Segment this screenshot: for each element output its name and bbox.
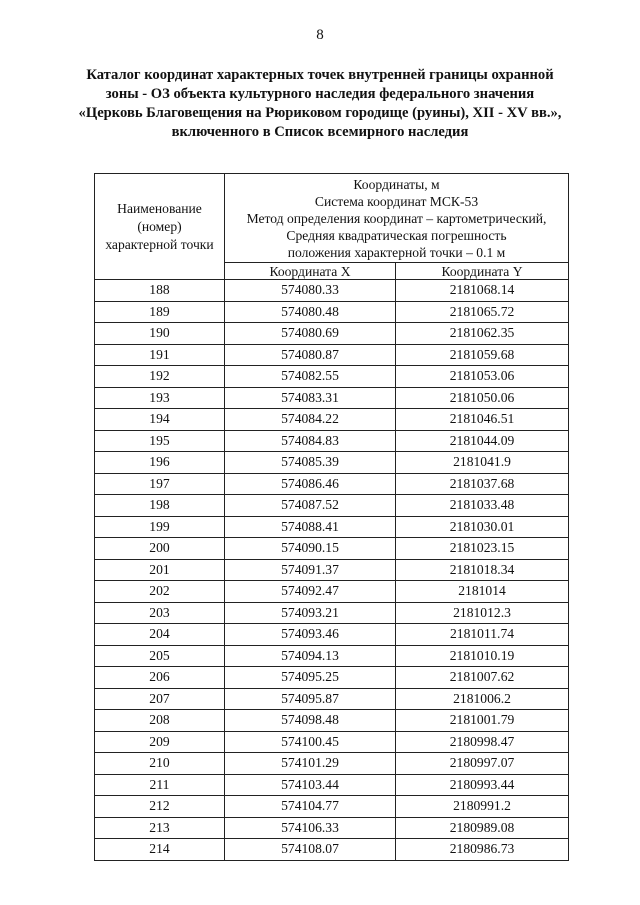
point-number-cell: 206 xyxy=(95,667,225,689)
coordinate-x-cell: 574104.77 xyxy=(225,796,396,818)
coordinate-y-cell: 2181037.68 xyxy=(396,473,569,495)
coordinate-x-cell: 574080.87 xyxy=(225,344,396,366)
point-number-cell: 199 xyxy=(95,516,225,538)
coordinates-table xyxy=(94,173,569,861)
header-line: Система координат МСК-53 xyxy=(314,193,479,209)
coordinate-x-cell: 574093.46 xyxy=(225,624,396,646)
coordinate-x-cell: 574101.29 xyxy=(225,753,396,775)
table-row xyxy=(95,387,569,409)
coordinate-y-cell: 2181011.74 xyxy=(396,624,569,646)
point-number-cell: 204 xyxy=(95,624,225,646)
table-row xyxy=(95,495,569,517)
point-number-cell: 213 xyxy=(95,817,225,839)
coordinate-y-cell: 2181018.34 xyxy=(396,559,569,581)
table-row xyxy=(95,796,569,818)
coordinate-y-cell: 2180991.2 xyxy=(396,796,569,818)
point-number-cell: 208 xyxy=(95,710,225,732)
coordinate-x-cell: 574103.44 xyxy=(225,774,396,796)
coordinate-y-cell: 2181041.9 xyxy=(396,452,569,474)
point-number-cell: 189 xyxy=(95,301,225,323)
coordinate-x-cell: 574108.07 xyxy=(225,839,396,861)
table-row xyxy=(95,409,569,431)
coordinate-y-cell: 2181050.06 xyxy=(396,387,569,409)
table-row xyxy=(95,581,569,603)
point-number-cell: 214 xyxy=(95,839,225,861)
coordinate-x-cell: 574080.33 xyxy=(225,280,396,302)
coordinate-x-cell: 574106.33 xyxy=(225,817,396,839)
point-number-cell: 193 xyxy=(95,387,225,409)
coordinate-y-cell: 2181044.09 xyxy=(396,430,569,452)
table-row xyxy=(95,430,569,452)
coordinate-x-cell: 574082.55 xyxy=(225,366,396,388)
header-line: Наименование xyxy=(117,200,202,216)
coordinate-y-header: Координата Y xyxy=(396,263,569,280)
coordinates-header xyxy=(225,174,569,263)
coordinate-x-cell: 574090.15 xyxy=(225,538,396,560)
point-number-cell: 207 xyxy=(95,688,225,710)
coordinate-x-cell: 574100.45 xyxy=(225,731,396,753)
coordinate-y-cell: 2181068.14 xyxy=(396,280,569,302)
header-line: Координаты, м xyxy=(353,176,440,192)
table-row xyxy=(95,559,569,581)
point-number-cell: 210 xyxy=(95,753,225,775)
coordinate-y-cell: 2180986.73 xyxy=(396,839,569,861)
coordinate-y-cell: 2181012.3 xyxy=(396,602,569,624)
table-row xyxy=(95,323,569,345)
table-row xyxy=(95,710,569,732)
table-row xyxy=(95,753,569,775)
point-name-header xyxy=(95,174,225,280)
point-number-cell: 197 xyxy=(95,473,225,495)
coordinate-y-cell: 2181065.72 xyxy=(396,301,569,323)
table-row xyxy=(95,344,569,366)
title-line: включенного в Список всемирного наследия xyxy=(171,124,469,140)
coordinate-y-cell: 2181059.68 xyxy=(396,344,569,366)
coordinate-x-cell: 574084.83 xyxy=(225,430,396,452)
coordinate-x-cell: 574095.87 xyxy=(225,688,396,710)
coordinate-x-cell: 574084.22 xyxy=(225,409,396,431)
coordinate-y-cell: 2180998.47 xyxy=(396,731,569,753)
coordinate-y-cell: 2180989.08 xyxy=(396,817,569,839)
table-row xyxy=(95,452,569,474)
point-number-cell: 191 xyxy=(95,344,225,366)
coordinate-x-cell: 574087.52 xyxy=(225,495,396,517)
point-number-cell: 190 xyxy=(95,323,225,345)
point-number-cell: 198 xyxy=(95,495,225,517)
coordinate-y-cell: 2181010.19 xyxy=(396,645,569,667)
coordinate-y-cell: 2181030.01 xyxy=(396,516,569,538)
coordinate-y-cell: 2181007.62 xyxy=(396,667,569,689)
coordinate-x-cell: 574080.69 xyxy=(225,323,396,345)
point-number-cell: 203 xyxy=(95,602,225,624)
table-row xyxy=(95,301,569,323)
point-number-cell: 211 xyxy=(95,774,225,796)
header-line: (номер) xyxy=(137,218,182,234)
coordinate-x-cell: 574093.21 xyxy=(225,602,396,624)
table-row xyxy=(95,366,569,388)
point-number-cell: 194 xyxy=(95,409,225,431)
point-number-cell: 192 xyxy=(95,366,225,388)
table-row xyxy=(95,602,569,624)
point-number-cell: 200 xyxy=(95,538,225,560)
coordinate-x-cell: 574091.37 xyxy=(225,559,396,581)
table-row xyxy=(95,645,569,667)
coordinate-y-cell: 2181014 xyxy=(396,581,569,603)
table-row xyxy=(95,774,569,796)
table-row xyxy=(95,688,569,710)
point-number-cell: 195 xyxy=(95,430,225,452)
point-number-cell: 209 xyxy=(95,731,225,753)
point-number-cell: 202 xyxy=(95,581,225,603)
coordinate-x-cell: 574080.48 xyxy=(225,301,396,323)
point-number-cell: 201 xyxy=(95,559,225,581)
header-line: характерной точки xyxy=(105,236,214,252)
table-row xyxy=(95,473,569,495)
coordinate-x-cell: 574083.31 xyxy=(225,387,396,409)
point-number-cell: 196 xyxy=(95,452,225,474)
coordinate-x-header: Координата X xyxy=(225,263,396,280)
coordinate-y-cell: 2181062.35 xyxy=(396,323,569,345)
document-title xyxy=(40,66,600,142)
table-row xyxy=(95,516,569,538)
coordinate-x-cell: 574085.39 xyxy=(225,452,396,474)
table-row xyxy=(95,280,569,302)
table-body xyxy=(95,280,569,861)
table-row xyxy=(95,624,569,646)
title-line: Каталог координат характерных точек внутренней границы охранной xyxy=(86,67,554,83)
coordinate-x-cell: 574098.48 xyxy=(225,710,396,732)
coordinate-y-cell: 2181006.2 xyxy=(396,688,569,710)
coordinate-y-cell: 2180993.44 xyxy=(396,774,569,796)
table-row xyxy=(95,731,569,753)
point-number-cell: 212 xyxy=(95,796,225,818)
coordinate-y-cell: 2181023.15 xyxy=(396,538,569,560)
coordinate-x-cell: 574095.25 xyxy=(225,667,396,689)
table-row xyxy=(95,538,569,560)
coordinate-y-cell: 2181053.06 xyxy=(396,366,569,388)
table-row xyxy=(95,839,569,861)
coordinate-x-cell: 574088.41 xyxy=(225,516,396,538)
coordinate-x-cell: 574086.46 xyxy=(225,473,396,495)
coordinate-y-cell: 2181046.51 xyxy=(396,409,569,431)
title-line: «Церковь Благовещения на Рюриковом городище (руины), XII - XV вв.», xyxy=(78,105,562,121)
point-number-cell: 188 xyxy=(95,280,225,302)
point-number-cell: 205 xyxy=(95,645,225,667)
header-line: Метод определения координат – картометрический, xyxy=(246,210,547,226)
coordinate-x-cell: 574094.13 xyxy=(225,645,396,667)
coordinate-x-cell: 574092.47 xyxy=(225,581,396,603)
header-line: Средняя квадратическая погрешность xyxy=(286,227,507,243)
coordinate-y-cell: 2181001.79 xyxy=(396,710,569,732)
coordinate-y-cell: 2180997.07 xyxy=(396,753,569,775)
coordinate-y-cell: 2181033.48 xyxy=(396,495,569,517)
page-number: 8 xyxy=(316,27,324,43)
header-line: положения характерной точки – 0.1 м xyxy=(287,244,506,260)
title-line: зоны - ОЗ объекта культурного наследия федерального значения xyxy=(105,86,535,102)
table-row xyxy=(95,817,569,839)
table-row xyxy=(95,667,569,689)
